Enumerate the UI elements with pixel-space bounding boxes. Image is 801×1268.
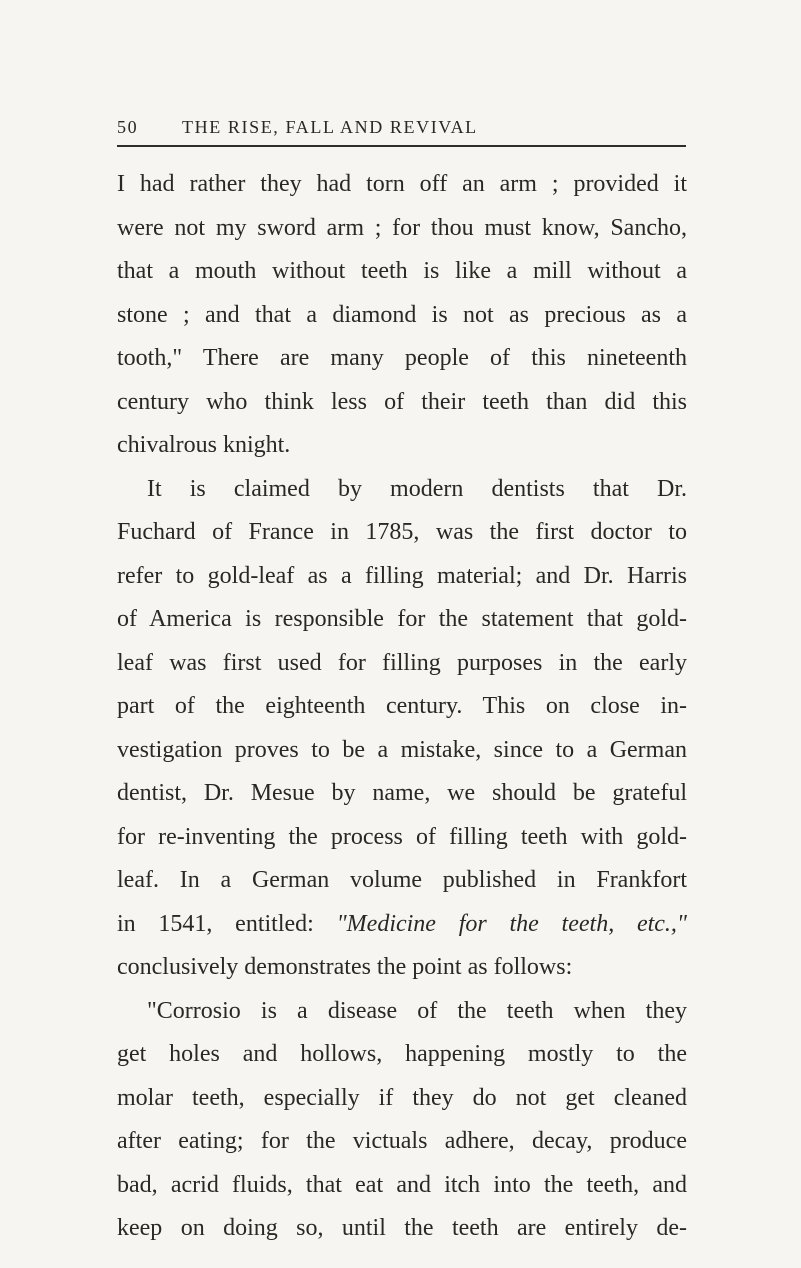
- text-line: leaf. In a German volume published in Frankfort: [117, 867, 687, 893]
- text-line: century who think less of their teeth than did this: [117, 388, 687, 415]
- text-line: were not my sword arm ; for thou must know, Sancho,: [117, 214, 687, 241]
- text-line: I had rather they had torn off an arm ; provided it: [117, 171, 687, 197]
- text-line: vestigation proves to be a mistake, since to a German: [117, 736, 687, 763]
- running-header: [117, 117, 587, 139]
- text-line: leaf was first used for filling purposes in the early: [117, 649, 687, 676]
- quote-line: bad, acrid fluids, that eat and itch into the teeth, and: [117, 1171, 687, 1198]
- running-title: THE RISE, FALL AND REVIVAL: [182, 117, 478, 137]
- body-text: [117, 163, 687, 1251]
- page-number: 50: [117, 117, 139, 137]
- text-line-paragraph-start: It is claimed by modern dentists that Dr.: [147, 475, 687, 502]
- text-line-paragraph-end: conclusively demonstrates the point as follows:: [117, 954, 573, 980]
- text-line: dentist, Dr. Mesue by name, we should be grateful: [117, 780, 687, 806]
- quote-line: keep on doing so, until the teeth are entirely de-: [117, 1215, 687, 1241]
- header-rule: [117, 145, 686, 147]
- citation-prefix: in 1541, entitled:: [117, 910, 337, 937]
- text-line: for re-inventing the process of filling teeth with gold-: [117, 823, 687, 850]
- book-title: "Medicine for the teeth, etc.,": [336, 910, 688, 937]
- text-line: tooth," There are many people of this nineteenth: [117, 345, 687, 371]
- quote-line: molar teeth, especially if they do not get cleaned: [117, 1084, 687, 1111]
- text-line: part of the eighteenth century. This on close in-: [117, 693, 687, 719]
- quote-line: after eating; for the victuals adhere, decay, produce: [117, 1128, 687, 1154]
- text-line-paragraph-end: chivalrous knight.: [117, 432, 291, 458]
- citation-line: [117, 903, 687, 947]
- text-line: stone ; and that a diamond is not as precious as a: [117, 301, 687, 328]
- quote-line: get holes and hollows, happening mostly to the: [117, 1041, 687, 1067]
- text-line: refer to gold-leaf as a filling material; and Dr. Harris: [117, 562, 687, 589]
- quote-line-start: "Corrosio is a disease of the teeth when they: [147, 997, 687, 1024]
- text-line: of America is responsible for the statement that gold-: [117, 606, 687, 632]
- text-line: that a mouth without teeth is like a mill without a: [117, 258, 687, 284]
- text-line: Fuchard of France in 1785, was the first doctor to: [117, 519, 687, 545]
